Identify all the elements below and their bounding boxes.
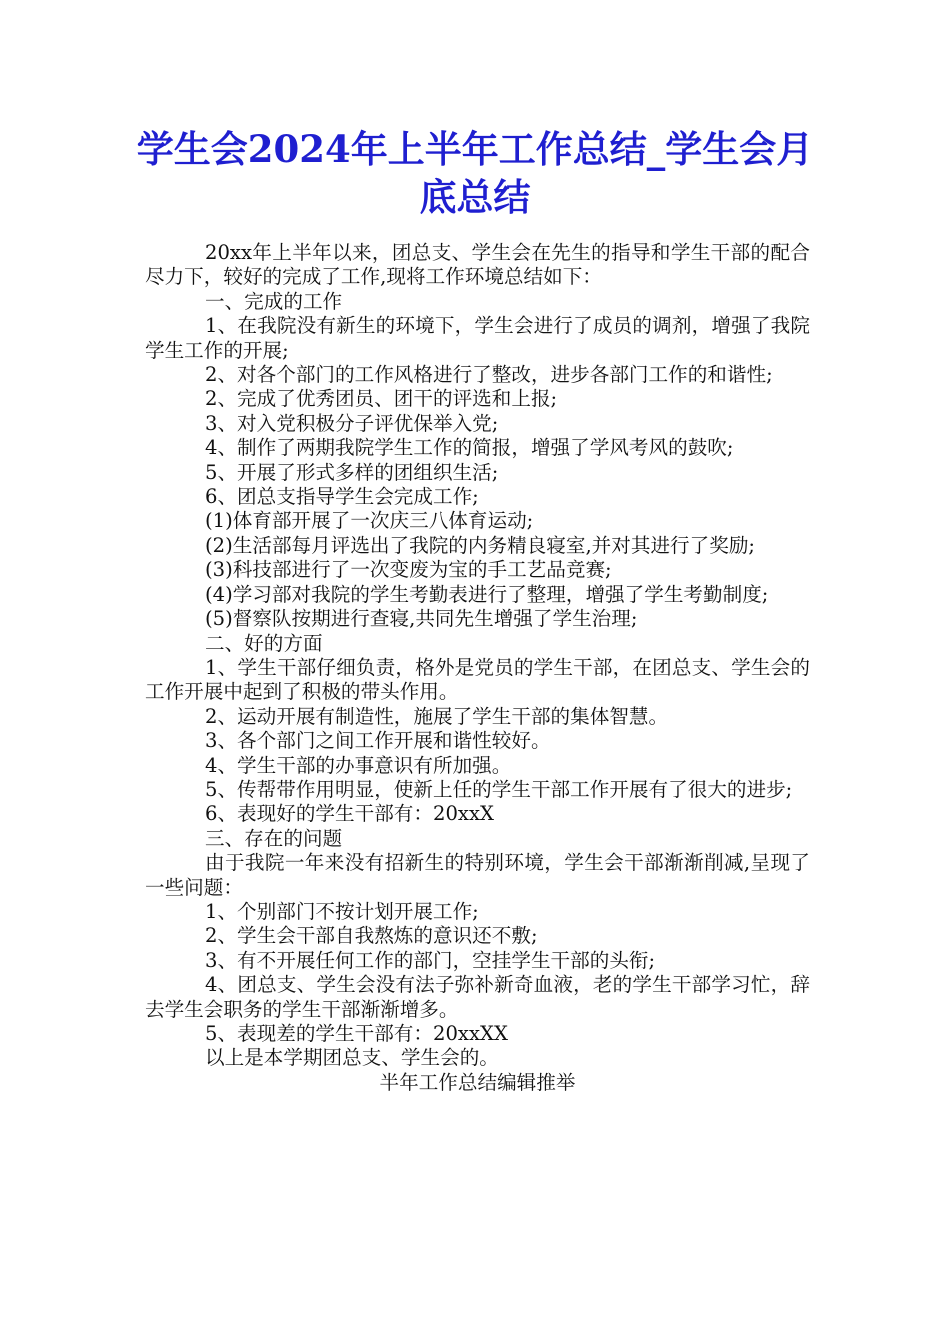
list-item: 2、完成了优秀团员、团干的评选和上报; — [205, 387, 558, 411]
sub-list-item: (4)学习部对我院的学生考勤表进行了整理，增强了学生考勤制度; — [205, 582, 769, 606]
section-heading-good-aspects: 二、好的方面 — [205, 631, 323, 655]
section-heading-completed-work: 一、完成的工作 — [205, 289, 343, 313]
list-item: 3、有不开展任何工作的部门，空挂学生干部的头衔; — [205, 948, 656, 972]
list-item: 2、对各个部门的工作风格进行了整改，进步各部门工作的和谐性; — [205, 363, 773, 387]
list-item: 6、表现好的学生干部有：20xxX — [205, 802, 494, 826]
list-item: 5、表现差的学生干部有：20xxXX — [205, 1022, 508, 1045]
list-item: 5、开展了形式多样的团组织生活; — [205, 460, 499, 484]
intro-paragraph: 20xx年上半年以来，团总支、学生会在先生的指导和学生干部的配合尽力下，较好的完成了工作,现将工作环境总结如下： — [145, 241, 810, 289]
list-item: 5、传帮带作用明显，使新上任的学生干部工作开展有了很大的进步; — [205, 777, 793, 801]
list-item: 4、制作了两期我院学生工作的简报，增强了学风考风的鼓吹; — [205, 436, 734, 460]
list-item: 2、学生会干部自我熬炼的意识还不敷; — [205, 924, 538, 948]
closing-paragraph: 以上是本学期团总支、学生会的。 — [205, 1046, 499, 1070]
list-item: 1、在我院没有新生的环境下，学生会进行了成员的调剂，增强了我院学生工作的开展; — [145, 314, 810, 362]
recommended-link[interactable]: 半年工作总结编辑推举 — [379, 1070, 576, 1094]
document-title: 学生会2024年上半年工作总结_学生会月底总结 — [136, 127, 814, 219]
problems-intro-paragraph: 由于我院一年来没有招新生的特别环境，学生会干部渐渐削减,呈现了一些问题： — [145, 851, 810, 899]
list-item: 2、运动开展有制造性，施展了学生干部的集体智慧。 — [205, 704, 669, 728]
list-item: 4、团总支、学生会没有法子弥补新奇血液，老的学生干部学习忙，辞去学生会职务的学生干部渐渐增多。 — [145, 973, 810, 1021]
list-item: 1、个别部门不按计划开展工作; — [205, 899, 479, 923]
sub-list-item: (2)生活部每月评选出了我院的内务精良寝室,并对其进行了奖励; — [205, 533, 756, 557]
sub-list-item: (3)科技部进行了一次变废为宝的手工艺品竞赛; — [205, 558, 612, 582]
sub-list-item: (5)督察队按期进行查寝,共同先生增强了学生治理; — [205, 607, 638, 631]
sub-list-item: (1)体育部开展了一次庆三八体育运动; — [205, 509, 534, 533]
list-item: 6、团总支指导学生会完成工作; — [205, 485, 479, 509]
list-item: 3、对入党积极分子评优保举入党; — [205, 411, 499, 435]
list-item: 4、学生干部的办事意识有所加强。 — [205, 753, 512, 777]
section-heading-problems: 三、存在的问题 — [205, 826, 343, 850]
list-item: 3、各个部门之间工作开展和谐性较好。 — [205, 729, 551, 753]
document-body — [145, 241, 810, 1095]
list-item: 1、学生干部仔细负责，格外是党员的学生干部，在团总支、学生会的工作开展中起到了积极的带头作用。 — [145, 655, 810, 704]
